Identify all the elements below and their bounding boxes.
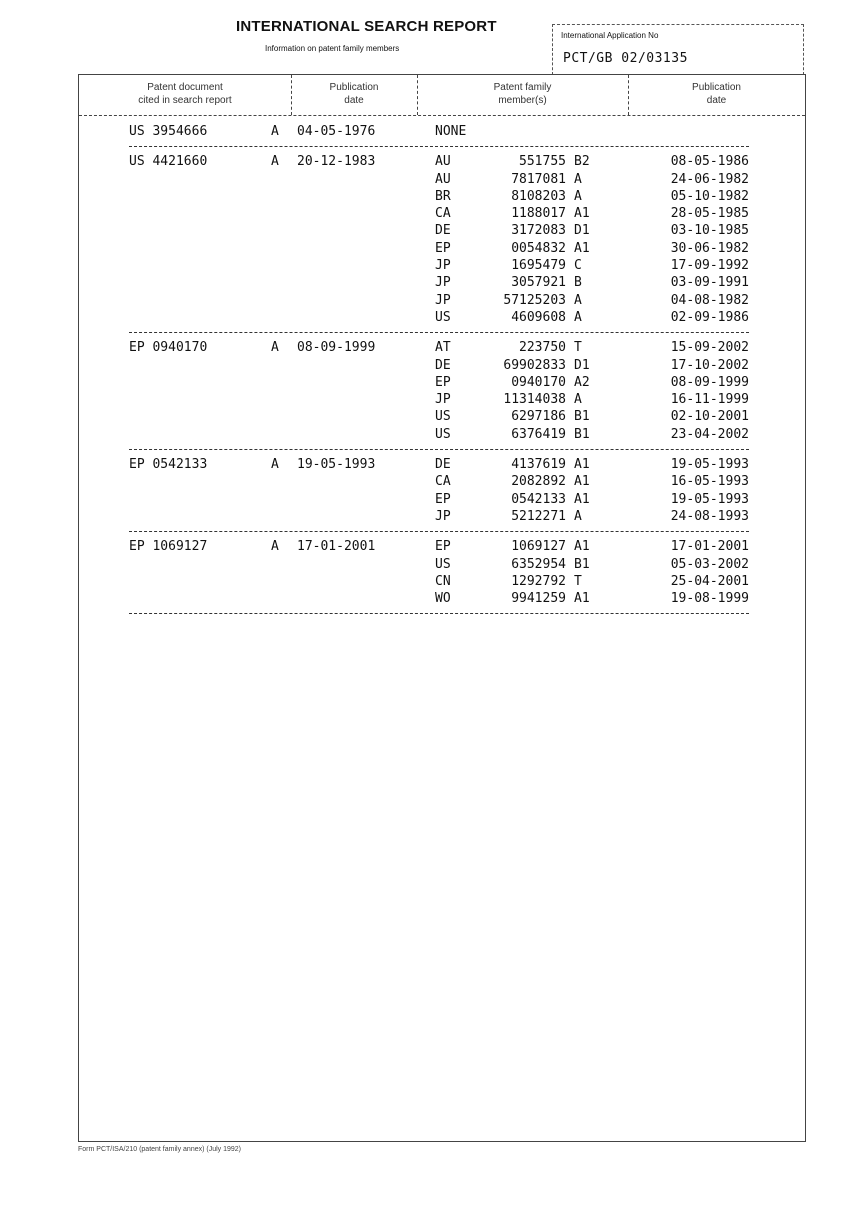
member-country: EP: [435, 491, 451, 508]
header-family-members: [417, 81, 628, 107]
member-number: 4137619: [511, 456, 566, 473]
member-kind: D1: [574, 222, 590, 239]
member-date: 17-10-2002: [671, 357, 749, 374]
header-line: date: [628, 94, 805, 107]
member-date: 02-09-1986: [671, 309, 749, 326]
member-kind: A: [574, 508, 582, 525]
member-date: 30-06-1982: [671, 240, 749, 257]
member-date: 04-08-1982: [671, 292, 749, 309]
member-country: US: [435, 556, 451, 573]
member-number: 69902833: [503, 357, 566, 374]
member-country: CN: [435, 573, 451, 590]
member-country: CA: [435, 205, 451, 222]
table-row: [129, 153, 749, 170]
member-country: EP: [435, 374, 451, 391]
member-kind: A: [574, 309, 582, 326]
member-kind: A2: [574, 374, 590, 391]
report-title: INTERNATIONAL SEARCH REPORT: [236, 18, 497, 35]
member-number: 11314038: [503, 391, 566, 408]
patent-group: [129, 147, 749, 333]
member-country: AU: [435, 153, 451, 170]
member-number: 1188017: [511, 205, 566, 222]
cited-date: 17-01-2001: [297, 538, 375, 555]
member-number: 6297186: [511, 408, 566, 425]
cited-kind: A: [271, 123, 279, 140]
patent-group: [129, 532, 749, 614]
member-date: 16-11-1999: [671, 391, 749, 408]
member-country: EP: [435, 240, 451, 257]
member-number: 3057921: [511, 274, 566, 291]
member-date: 28-05-1985: [671, 205, 749, 222]
table-row: [129, 538, 749, 555]
member-date: 23-04-2002: [671, 426, 749, 443]
table-row: [129, 205, 749, 222]
table-row: [129, 374, 749, 391]
member-country: DE: [435, 357, 451, 374]
table-row: [129, 391, 749, 408]
application-number-label: International Application No: [561, 31, 658, 40]
member-number: 8108203: [511, 188, 566, 205]
form-footer: Form PCT/ISA/210 (patent family annex) (July 1992): [78, 1146, 241, 1153]
member-country: US: [435, 408, 451, 425]
member-country: AU: [435, 171, 451, 188]
header-line: Patent family: [417, 81, 628, 94]
member-kind: B1: [574, 426, 590, 443]
member-kind: A1: [574, 456, 590, 473]
header-line: Patent document: [79, 81, 291, 94]
member-country: JP: [435, 274, 451, 291]
cited-document: EP 1069127: [129, 538, 207, 555]
member-number: 1695479: [511, 257, 566, 274]
member-kind: A: [574, 391, 582, 408]
header-line: member(s): [417, 94, 628, 107]
cited-date: 20-12-1983: [297, 153, 375, 170]
member-date: 17-01-2001: [671, 538, 749, 555]
member-number: 9941259: [511, 590, 566, 607]
member-kind: A: [574, 171, 582, 188]
member-number: 4609608: [511, 309, 566, 326]
member-country: JP: [435, 508, 451, 525]
member-kind: D1: [574, 357, 590, 374]
member-date: 03-09-1991: [671, 274, 749, 291]
member-number: 223750: [519, 339, 566, 356]
member-number: 3172083: [511, 222, 566, 239]
member-country: CA: [435, 473, 451, 490]
cited-date: 08-09-1999: [297, 339, 375, 356]
member-number: 1292792: [511, 573, 566, 590]
cited-date: 19-05-1993: [297, 456, 375, 473]
member-kind: A1: [574, 590, 590, 607]
member-date: 25-04-2001: [671, 573, 749, 590]
member-country: AT: [435, 339, 451, 356]
table-row: [129, 171, 749, 188]
member-country: JP: [435, 292, 451, 309]
member-date: 16-05-1993: [671, 473, 749, 490]
member-country: EP: [435, 538, 451, 555]
table-body: [79, 123, 805, 614]
member-date: 08-05-1986: [671, 153, 749, 170]
member-date: 05-10-1982: [671, 188, 749, 205]
patent-group: [129, 450, 749, 532]
member-kind: T: [574, 573, 582, 590]
header-line: cited in search report: [79, 94, 291, 107]
table-row: [129, 408, 749, 425]
member-number: 0940170: [511, 374, 566, 391]
member-date: 03-10-1985: [671, 222, 749, 239]
member-country: US: [435, 426, 451, 443]
member-kind: A1: [574, 473, 590, 490]
application-number-box: [552, 24, 804, 75]
table-header: [79, 75, 805, 116]
table-row: [129, 274, 749, 291]
member-country: DE: [435, 456, 451, 473]
member-number: 2082892: [511, 473, 566, 490]
table-row: [129, 573, 749, 590]
member-country: BR: [435, 188, 451, 205]
cited-date: 04-05-1976: [297, 123, 375, 140]
patent-group: [129, 333, 749, 450]
table-row: [129, 590, 749, 607]
member-kind: A1: [574, 240, 590, 257]
header-line: date: [291, 94, 417, 107]
header-family-date: [628, 81, 805, 107]
member-date: 02-10-2001: [671, 408, 749, 425]
member-date: 19-05-1993: [671, 456, 749, 473]
member-kind: B1: [574, 408, 590, 425]
cited-kind: A: [271, 153, 279, 170]
member-number: 6352954: [511, 556, 566, 573]
table-row: [129, 473, 749, 490]
header-publication-date: [291, 81, 417, 107]
cited-document: US 3954666: [129, 123, 207, 140]
table-row: [129, 257, 749, 274]
member-date: 08-09-1999: [671, 374, 749, 391]
member-country: NONE: [435, 123, 466, 140]
member-kind: T: [574, 339, 582, 356]
member-kind: A1: [574, 491, 590, 508]
member-number: 551755: [519, 153, 566, 170]
member-country: JP: [435, 391, 451, 408]
cited-kind: A: [271, 339, 279, 356]
table-row: [129, 426, 749, 443]
table-row: [129, 188, 749, 205]
member-country: US: [435, 309, 451, 326]
member-number: 0054832: [511, 240, 566, 257]
member-number: 57125203: [503, 292, 566, 309]
member-country: DE: [435, 222, 451, 239]
table-row: [129, 556, 749, 573]
table-row: [129, 240, 749, 257]
member-country: WO: [435, 590, 451, 607]
member-country: JP: [435, 257, 451, 274]
member-number: 7817081: [511, 171, 566, 188]
table-row: [129, 456, 749, 473]
cited-kind: A: [271, 538, 279, 555]
member-kind: A: [574, 292, 582, 309]
member-number: 1069127: [511, 538, 566, 555]
member-date: 05-03-2002: [671, 556, 749, 573]
member-kind: B1: [574, 556, 590, 573]
member-date: 17-09-1992: [671, 257, 749, 274]
results-table: [78, 74, 806, 1142]
table-row: [129, 491, 749, 508]
member-kind: B: [574, 274, 582, 291]
table-row: [129, 357, 749, 374]
table-row: [129, 508, 749, 525]
cited-document: EP 0542133: [129, 456, 207, 473]
member-kind: A1: [574, 538, 590, 555]
table-row: [129, 222, 749, 239]
member-date: 15-09-2002: [671, 339, 749, 356]
member-kind: A: [574, 188, 582, 205]
member-kind: C: [574, 257, 582, 274]
member-date: 19-05-1993: [671, 491, 749, 508]
application-number: PCT/GB 02/03135: [563, 51, 688, 66]
table-row: [129, 309, 749, 326]
table-row: [129, 339, 749, 356]
table-row: [129, 123, 749, 140]
table-row: [129, 292, 749, 309]
patent-group: [129, 123, 749, 147]
member-date: 24-06-1982: [671, 171, 749, 188]
header-line: Publication: [628, 81, 805, 94]
member-date: 19-08-1999: [671, 590, 749, 607]
header-patent-document: [79, 81, 291, 107]
member-kind: B2: [574, 153, 590, 170]
member-date: 24-08-1993: [671, 508, 749, 525]
cited-document: EP 0940170: [129, 339, 207, 356]
cited-kind: A: [271, 456, 279, 473]
header-line: Publication: [291, 81, 417, 94]
cited-document: US 4421660: [129, 153, 207, 170]
report-subtitle: Information on patent family members: [265, 44, 399, 53]
member-number: 5212271: [511, 508, 566, 525]
member-number: 0542133: [511, 491, 566, 508]
member-kind: A1: [574, 205, 590, 222]
member-number: 6376419: [511, 426, 566, 443]
